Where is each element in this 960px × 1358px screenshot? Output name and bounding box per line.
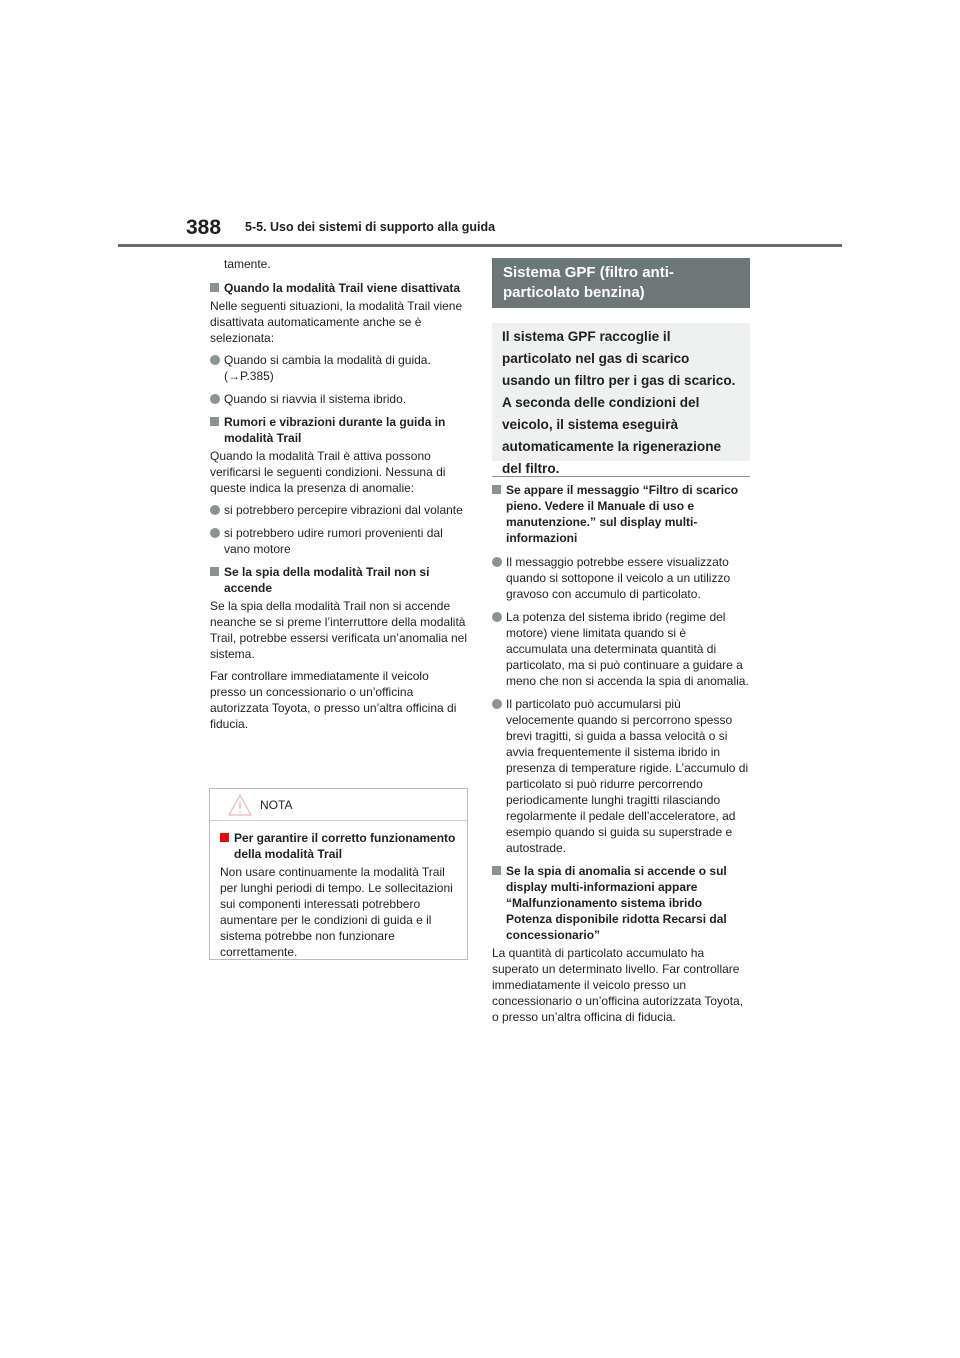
square-bullet-icon — [210, 283, 219, 292]
heading-trail-indicator-off — [210, 564, 468, 596]
square-bullet-icon — [220, 833, 229, 842]
header-rule — [118, 244, 842, 247]
heading-text: Se appare il messaggio “Filtro di scarico pieno. Vedere il Manuale di uso e manutenzione.” sul display multi-informazioni — [506, 483, 739, 545]
warning-triangle-icon — [228, 794, 252, 816]
round-bullet-icon — [210, 355, 220, 365]
list-item-text: La potenza del sistema ibrido (regime del motore) viene limitata quando si è accumulata una determinata quantità di particolato, ma si può continuare a guidare a meno che non si accenda la spia di anomalia. — [506, 610, 749, 688]
right-column — [492, 482, 750, 1031]
heading-text: Per garantire il corretto funzionamento della modalità Trail — [234, 831, 456, 861]
heading-text: Rumori e vibrazioni durante la guida in modalità Trail — [224, 415, 446, 445]
square-bullet-icon — [210, 567, 219, 576]
heading-filter-full-message — [492, 482, 750, 546]
square-bullet-icon — [492, 866, 501, 875]
list-item — [492, 609, 750, 689]
list-item-text: si potrebbero udire rumori provenienti dal vano motore — [224, 526, 443, 556]
nota-box — [209, 788, 468, 960]
body-text: La quantità di particolato accumulato ha superato un determinato livello. Far controllare immediatamente il veicolo presso un concessionario o un’officina autorizzata Toyota, o presso un’altra officina di fiducia. — [492, 946, 744, 1024]
body-text: Far controllare immediatamente il veicolo presso un concessionario o un’officina autorizzata Toyota, o presso un’altra officina di fiducia. — [210, 669, 457, 731]
list-item — [210, 525, 468, 557]
square-bullet-icon — [210, 417, 219, 426]
nota-header — [210, 789, 467, 821]
page-number: 388 — [186, 216, 222, 239]
list-item-text: Quando si riavvia il sistema ibrido. — [224, 392, 407, 406]
nota-label: NOTA — [260, 798, 293, 812]
body-text: Quando la modalità Trail è attiva possono verificarsi le seguenti condizioni. Nessuna di queste indica la presenza di anomalie: — [210, 449, 446, 495]
gpf-intro-box: Il sistema GPF raccoglie il particolato nel gas di scarico usando un filtro per i gas di scarico. A seconda delle condizioni del veicolo, il sistema eseguirà automaticamente la rigenerazione del filtro. — [492, 323, 750, 461]
heading-text: Quando la modalità Trail viene disattivata — [224, 281, 461, 295]
section-divider — [492, 476, 750, 477]
round-bullet-icon — [210, 505, 220, 515]
list-item — [492, 696, 750, 856]
list-item — [492, 554, 750, 602]
left-column — [210, 256, 468, 738]
square-bullet-icon — [492, 485, 501, 494]
section-title: 5-5. Uso dei sistemi di supporto alla guida — [245, 220, 496, 234]
heading-malfunction-indicator — [492, 863, 750, 943]
gpf-section-heading: Sistema GPF (filtro anti-particolato benzina) — [492, 258, 750, 308]
list-item-text: Quando si cambia la modalità di guida. (→P.385) — [224, 353, 431, 383]
continued-text: tamente. — [224, 257, 271, 271]
list-item-text: Il messaggio potrebbe essere visualizzato quando si sottopone il veicolo a un utilizzo gravoso con accumulo di particolato. — [506, 555, 731, 601]
list-item-text: si potrebbero percepire vibrazioni dal volante — [224, 503, 463, 517]
heading-trail-deactivated — [210, 280, 468, 296]
heading-text: Se la spia di anomalia si accende o sul display multi-informazioni appare “Malfunzionamento sistema ibrido Potenza disponibile ridotta Recarsi dal concessionario” — [506, 864, 727, 942]
heading-noise-vibration — [210, 414, 468, 446]
round-bullet-icon — [210, 394, 220, 404]
body-text: Nelle seguenti situazioni, la modalità Trail viene disattivata automaticamente anche se è selezionata: — [210, 299, 463, 345]
list-item — [210, 352, 468, 384]
round-bullet-icon — [492, 699, 502, 709]
round-bullet-icon — [210, 528, 220, 538]
heading-text: Se la spia della modalità Trail non si accende — [224, 565, 430, 595]
nota-heading — [220, 830, 457, 862]
body-text: Se la spia della modalità Trail non si accende neanche se si preme l’interruttore della modalità Trail, potrebbe essersi verificata un’anomalia nel sistema. — [210, 599, 468, 661]
round-bullet-icon — [492, 557, 502, 567]
nota-body: Non usare continuamente la modalità Trail per lunghi periodi di tempo. Le sollecitazioni sui componenti interessati potrebbero aumentare per le condizioni di guida e il sistema potrebbe non funzionare correttamente. — [220, 865, 453, 959]
list-item — [210, 391, 468, 407]
list-item — [210, 502, 468, 518]
round-bullet-icon — [492, 612, 502, 622]
list-item-text: Il particolato può accumularsi più velocemente quando si percorrono spesso brevi tragitti, si guida a bassa velocità o si avvia frequentemente il sistema ibrido in presenza di temperature rigide. L’accumulo di particolato si può ridurre percorrendo periodicamente lunghi tragitti rilasciando regolarmente il pedale dell’acceleratore, ad esempio quando si guida su superstrade e autostrade. — [506, 697, 749, 855]
